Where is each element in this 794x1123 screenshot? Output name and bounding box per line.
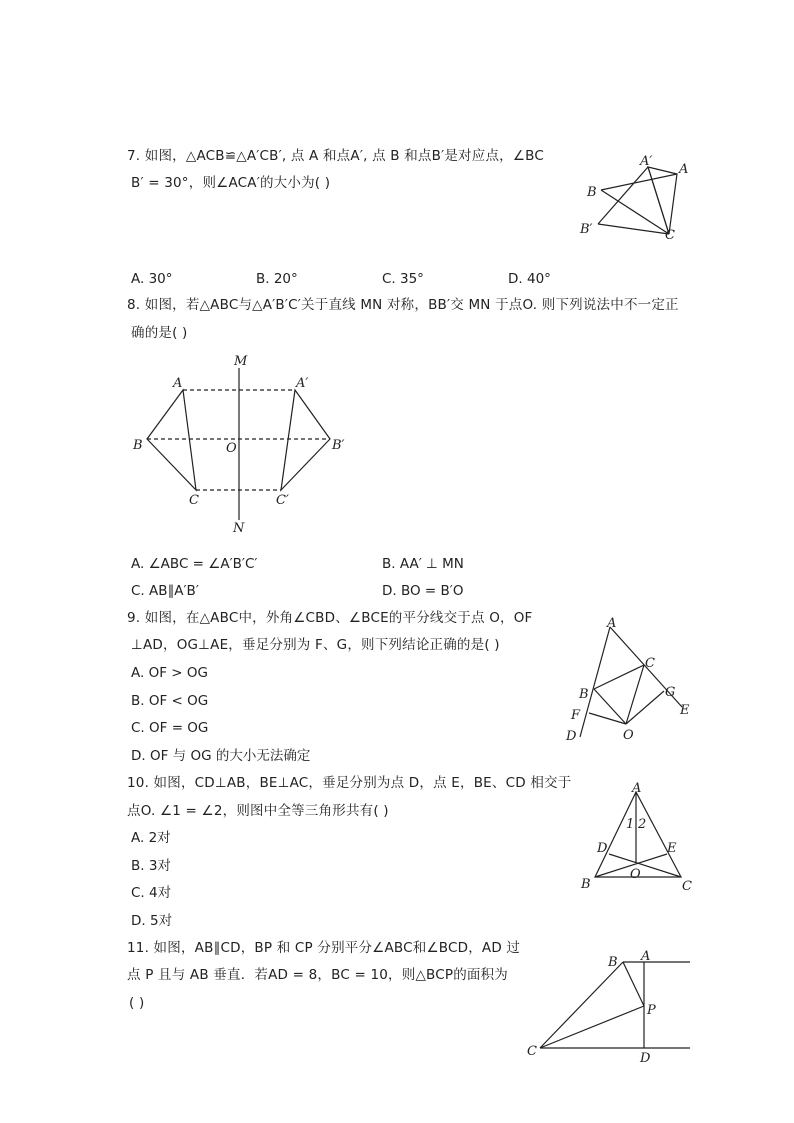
q8-label-m: M [234, 354, 248, 369]
q7-label-a1: A′ [640, 154, 653, 169]
q11-label-d: D [640, 1051, 651, 1066]
q7-option-a[interactable]: A. 30° [131, 271, 173, 287]
q11-label-p: P [647, 1003, 656, 1018]
q9-label-g: G [665, 685, 676, 700]
q11-label-a: A [641, 949, 651, 964]
q8-option-d[interactable]: D. BO = B′O [382, 583, 464, 599]
q7-option-c[interactable]: C. 35° [382, 271, 424, 287]
q7-label-c: C [665, 228, 675, 243]
q8-figure [130, 350, 360, 540]
q9-line2: ⊥AD，OG⊥AE，垂足分别为 F、G，则下列结论正确的是( ) [131, 637, 500, 653]
q10-option-c[interactable]: C. 4对 [131, 885, 172, 901]
q8-label-c1: C′ [276, 493, 289, 508]
q8-label-o: O [226, 441, 237, 456]
q7-line2: B′ = 30°，则∠ACA′的大小为( ) [131, 175, 331, 191]
q11-label-b: B [608, 955, 618, 970]
q9-figure [560, 615, 700, 745]
q11-label-c: C [527, 1044, 537, 1059]
q8-label-c: C [189, 493, 199, 508]
q8-label-b: B [133, 438, 143, 453]
q8-label-b1: B′ [332, 438, 345, 453]
q9-option-c[interactable]: C. OF = OG [131, 720, 209, 736]
q9-option-a[interactable]: A. OF > OG [131, 665, 208, 681]
q10-label-d: D [597, 841, 608, 856]
q8-option-c[interactable]: C. AB∥A′B′ [131, 583, 199, 599]
q10-option-b[interactable]: B. 3对 [131, 858, 171, 874]
q7-option-d[interactable]: D. 40° [508, 271, 551, 287]
q9-line1: 9. 如图，在△ABC中，外角∠CBD、∠BCE的平分线交于点 O，OF [127, 610, 533, 626]
q7-line1: 7. 如图，△ACB≌△A′CB′, 点 A 和点A′, 点 B 和点B′是对应点，∠BC [127, 148, 544, 164]
q8-label-a: A [173, 376, 183, 391]
q8-label-a1: A′ [296, 376, 309, 391]
q7-figure [578, 150, 698, 243]
q9-label-a: A [607, 616, 617, 631]
q8-triangle-a1b1c1 [281, 390, 330, 490]
q10-option-a[interactable]: A. 2对 [131, 830, 171, 846]
q11-line1: 11. 如图，AB∥CD，BP 和 CP 分别平分∠ABC和∠BCD，AD 过 [127, 940, 521, 956]
q10-label-1: 1 [626, 817, 635, 832]
q10-label-2: 2 [638, 817, 647, 832]
q9-label-f: F [571, 708, 581, 723]
q10-triangle-abc [595, 792, 681, 877]
q10-line1: 10. 如图，CD⊥AB，BE⊥AC，垂足分别为点 D，点 E，BE、CD 相交于 [127, 775, 572, 791]
q7-label-b1: B′ [580, 222, 593, 237]
q11-figure [520, 948, 700, 1068]
q11-line2: 点 P 且与 AB 垂直．若AD = 8，BC = 10，则△BCP的面积为 [127, 967, 509, 983]
q7-label-b: B [587, 185, 597, 200]
q10-option-d[interactable]: D. 5对 [131, 913, 173, 929]
q10-label-b: B [581, 877, 591, 892]
q10-label-e: E [667, 841, 677, 856]
q9-label-o: O [623, 728, 634, 743]
q8-option-a[interactable]: A. ∠ABC = ∠A′B′C′ [131, 556, 258, 572]
q9-option-d[interactable]: D. OF 与 OG 的大小无法确定 [131, 748, 311, 764]
q7-option-b[interactable]: B. 20° [256, 271, 298, 287]
q8-line2: 确的是( ) [131, 325, 188, 341]
q10-label-c: C [682, 879, 692, 894]
q8-label-n: N [233, 521, 245, 536]
q9-option-b[interactable]: B. OF < OG [131, 693, 209, 709]
q8-option-b[interactable]: B. AA′ ⊥ MN [382, 556, 464, 572]
q7-label-a: A [679, 162, 689, 177]
q10-label-a: A [632, 781, 642, 796]
q10-line2: 点O. ∠1 = ∠2，则图中全等三角形共有( ) [127, 803, 389, 819]
q10-figure [578, 780, 698, 895]
q9-label-e: E [680, 703, 690, 718]
q8-triangle-abc [147, 390, 196, 490]
q9-label-c: C [645, 656, 655, 671]
q10-label-o: O [630, 867, 641, 882]
q9-label-b: B [579, 687, 589, 702]
q9-label-d: D [566, 729, 577, 744]
q8-line1: 8. 如图，若△ABC与△A′B′C′关于直线 MN 对称，BB′交 MN 于点O. 则下列说法中不一定正 [127, 297, 679, 313]
q11-line3: ( ) [129, 995, 145, 1011]
